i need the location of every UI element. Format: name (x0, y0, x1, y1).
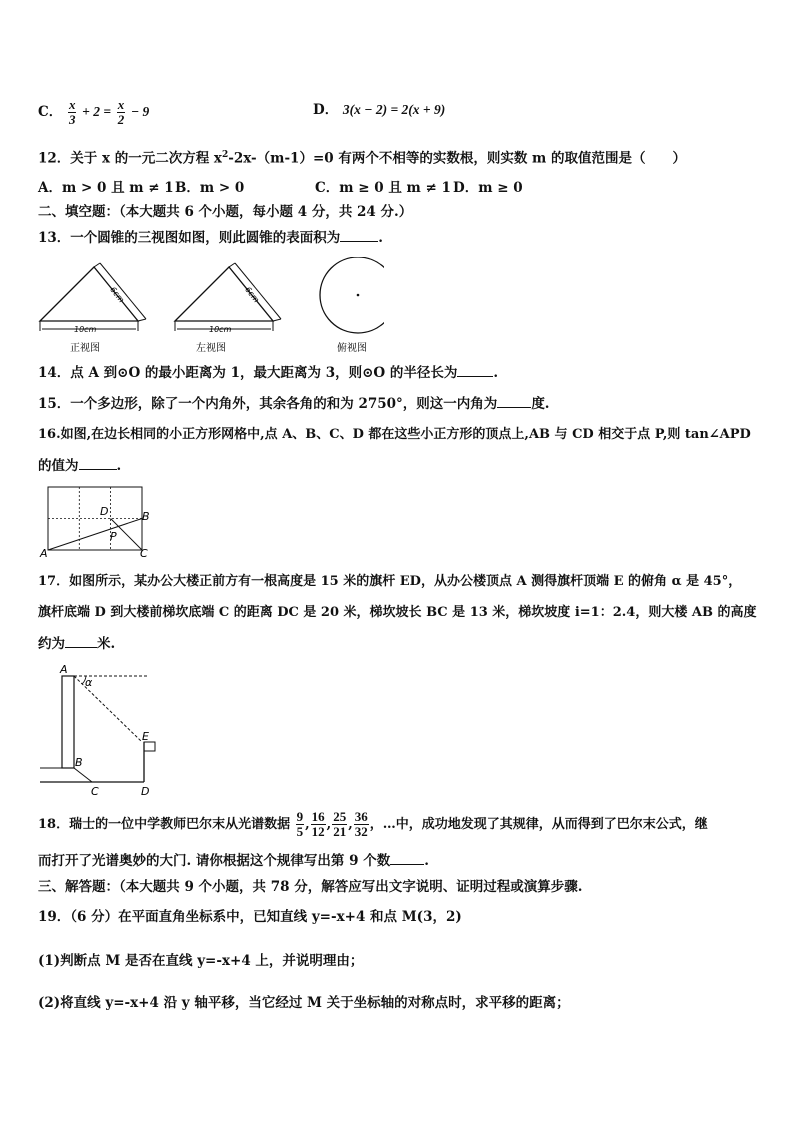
q17-label-d: D (141, 785, 150, 798)
q17-stem-line3: 约为 米. (38, 636, 116, 652)
q17-answer-blank (65, 647, 97, 648)
q13-answer-blank (340, 241, 378, 242)
q18-stem-line2: 而打开了光谱奥妙的大门. 请你根据这个规律写出第 9 个数 . (38, 853, 429, 869)
q17-label-c: C (91, 785, 99, 798)
q11-frac-c2: $\frac{x}{2}$ (117, 97, 125, 127)
q11-option-d: D． 3(x − 2) = 2(x + 9) (313, 102, 446, 118)
left-base-label: 10cm (209, 325, 232, 334)
q18-frac-2: $\frac{16}{12}$ (311, 809, 325, 839)
q17-label-b: B (75, 756, 83, 769)
front-slant-label: 6cm (108, 285, 126, 305)
q16-label-a: A (40, 547, 48, 559)
q14-stem: 14．点 A 到⊙O 的最小距离为 1，最大距离为 3，则⊙O 的半径长为 . (38, 365, 499, 381)
q18-answer-blank (390, 864, 424, 865)
q12-stem: 12．关于 x 的一元二次方程 $x^2-2x-(m-1)=0$ 有两个不相等的实数根，则实数 m 的取值范围是（ ） (38, 150, 687, 167)
q12-option-a: A．m > 0 且 m ≠ 1 (38, 180, 174, 196)
q19-part-1: (1)判断点 M 是否在直线 y=-x+4 上，并说明理由； (38, 953, 364, 969)
q18-frac-1: $\frac{9}{5}$ (296, 809, 304, 839)
q17-label-alpha: α (85, 676, 93, 689)
q19-stem: 19．（6 分）在平面直角坐标系中，已知直线 y=-x+4 和点 M(3，2) (38, 909, 462, 925)
q18-frac-4: $\frac{36}{32}$ (354, 809, 368, 839)
section-3-header: 三、解答题：（本大题共 9 个小题，共 78 分，解答应写出文字说明、证明过程或演算步骤. (38, 879, 583, 895)
q19-part-2: (2)将直线 y=-x+4 沿 y 轴平移，当它经过 M 关于坐标轴的对称点时，求平移的距离； (38, 995, 570, 1011)
front-view (40, 263, 146, 354)
q12-option-d: D．m ≥ 0 (453, 180, 523, 196)
q12-option-b: B．m > 0 (175, 180, 245, 196)
q16-answer-blank (79, 469, 117, 470)
q16-stem-line2: 的值为 . (38, 458, 122, 474)
q13-three-views-figure (34, 257, 384, 357)
q16-grid-figure (36, 483, 160, 559)
q16-label-d: D (100, 505, 109, 518)
q17-building-figure (34, 660, 164, 800)
top-view-label: 俯视图 (337, 343, 367, 354)
q12-option-c: C．m ≥ 0 且 m ≠ 1 (315, 180, 451, 196)
q16-label-b: B (142, 510, 150, 523)
q17-label-a: A (60, 663, 68, 676)
front-view-label: 正视图 (70, 343, 100, 354)
q16-label-p: P (110, 530, 117, 543)
q11-option-c: C． $\frac{x}{3}$ + 2 = $\frac{x}{2}$ − 9 (38, 97, 150, 127)
q16-stem-line1: 16.如图,在边长相同的小正方形网格中,点 A、B、C、D 都在这些小正方形的顶点上,AB 与 CD 相交于点 P,则 tan∠APD (38, 427, 751, 442)
q17-stem-line2: 旗杆底端 D 到大楼前梯坎底端 C 的距离 DC 是 20 米，梯坎坡长 BC 是 13 米，梯坎坡度 i=1：2.4，则大楼 AB 的高度 (38, 605, 757, 620)
q14-answer-blank (457, 376, 493, 377)
q16-label-c: C (140, 547, 148, 559)
q17-label-e: E (142, 730, 149, 743)
front-base-label: 10cm (74, 325, 97, 334)
q18-frac-3: $\frac{25}{21}$ (333, 809, 347, 839)
q15-stem: 15．一个多边形，除了一个内角外，其余各角的和为 2750°，则这一内角为 度. (38, 396, 550, 412)
q11-frac-c1: $\frac{x}{3}$ (68, 97, 76, 127)
q17-stem-line1: 17．如图所示，某办公大楼正前方有一根高度是 15 米的旗杆 ED，从办公楼顶点 A 测得旗杆顶端 E 的俯角 α 是 45°， (38, 574, 742, 589)
q18-stem-line1: 18．瑞士的一位中学教师巴尔末从光谱数据 $\frac{9}{5}$ , $\frac{16}{12}$ , $\frac{25}{21}$ , $\frac{36}{32}$ ，…中，成功地发现了其规律，从而得到了巴尔末公式，继 (38, 809, 708, 839)
left-view (175, 263, 281, 354)
left-view-label: 左视图 (196, 343, 226, 354)
section-2-header: 二、填空题：（本大题共 6 个小题，每小题 4 分，共 24 分.） (38, 204, 413, 220)
top-view (320, 257, 384, 354)
left-slant-label: 6cm (243, 285, 261, 305)
q15-answer-blank (497, 407, 531, 408)
q13-stem: 13．一个圆锥的三视图如图，则此圆锥的表面积为 . (38, 230, 383, 246)
